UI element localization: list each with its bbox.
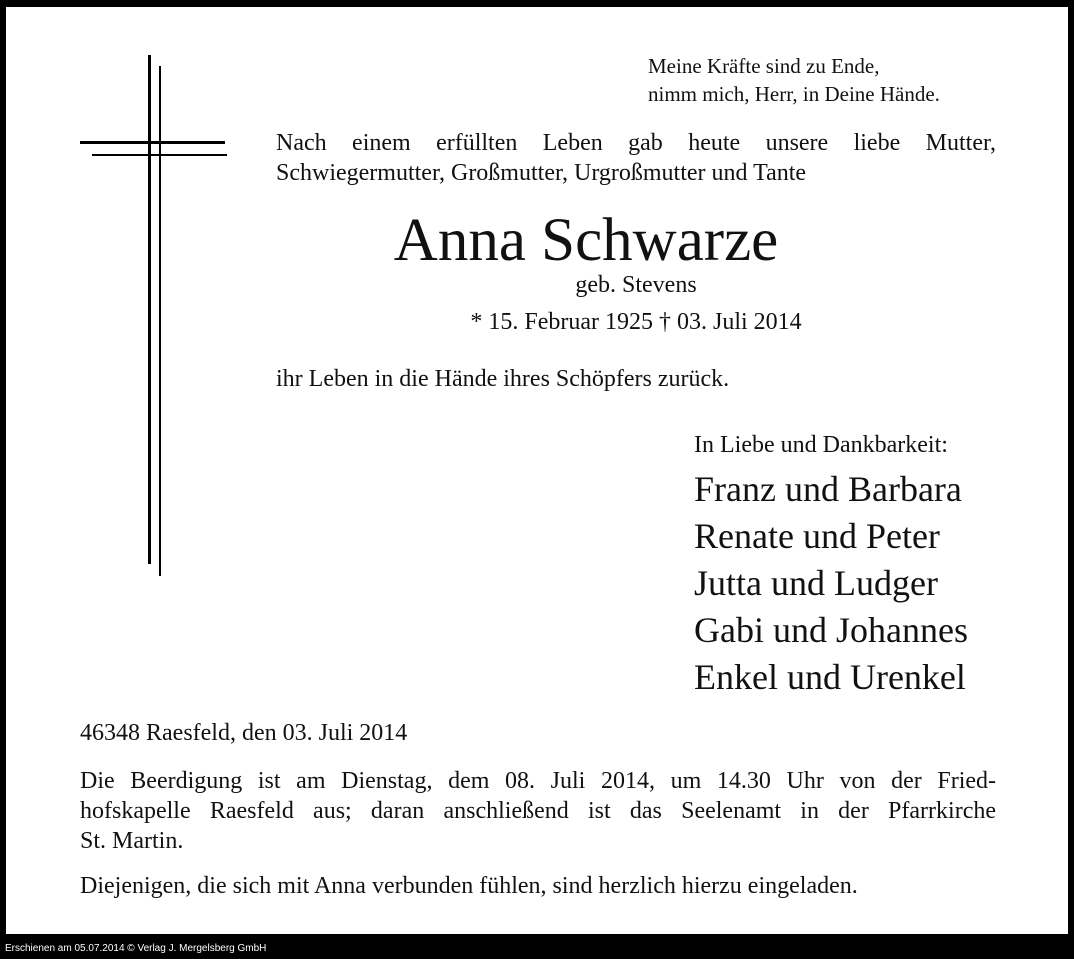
cross-horizontal-bar xyxy=(80,141,225,144)
motto-line: Meine Kräfte sind zu Ende, xyxy=(648,54,880,78)
motto-line: nimm mich, Herr, in Deine Hände. xyxy=(648,82,940,106)
life-dates: * 15. Februar 1925 † 03. Juli 2014 xyxy=(470,309,802,335)
mourners-list xyxy=(694,466,968,701)
intro-line: Schwiegermutter, Großmutter, Urgroßmutter und Tante xyxy=(276,160,807,186)
intro-text xyxy=(276,128,996,188)
deceased-name: Anna Schwarze xyxy=(393,207,779,274)
invitation-text: Diejenigen, die sich mit Anna verbunden fühlen, sind herzlich hierzu eingeladen. xyxy=(80,873,858,899)
publisher-footer: Erschienen am 05.07.2014 © Verlag J. Mergelsberg GmbH xyxy=(5,943,267,954)
deceased-name-block xyxy=(276,206,996,276)
funeral-details xyxy=(80,766,996,856)
mourners-heading: In Liebe und Dankbarkeit: xyxy=(694,432,948,458)
location-date: 46348 Raesfeld, den 03. Juli 2014 xyxy=(80,720,408,746)
mourner-name: Enkel und Urenkel xyxy=(694,657,966,697)
intro-line: Nach einem erfüllten Leben gab heute unsere liebe Mutter, xyxy=(276,130,996,156)
mourner-name: Renate und Peter xyxy=(694,516,940,556)
cross-horizontal-bar-shadow xyxy=(92,154,227,156)
mourner-name: Gabi und Johannes xyxy=(694,610,968,650)
cross-vertical-bar xyxy=(148,55,151,564)
return-text: ihr Leben in die Hände ihres Schöpfers zurück. xyxy=(276,366,730,392)
mourner-name: Jutta und Ludger xyxy=(694,563,938,603)
motto-verse xyxy=(648,52,940,108)
funeral-line: St. Martin. xyxy=(80,828,184,854)
funeral-line: hofskapelle Raesfeld aus; daran anschließend ist das Seelenamt in der Pfarrkirche xyxy=(80,798,996,824)
funeral-line: Die Beerdigung ist am Dienstag, dem 08. Juli 2014, um 14.30 Uhr von der Fried- xyxy=(80,768,996,794)
mourner-name: Franz und Barbara xyxy=(694,469,962,509)
birth-name: geb. Stevens xyxy=(575,272,697,298)
